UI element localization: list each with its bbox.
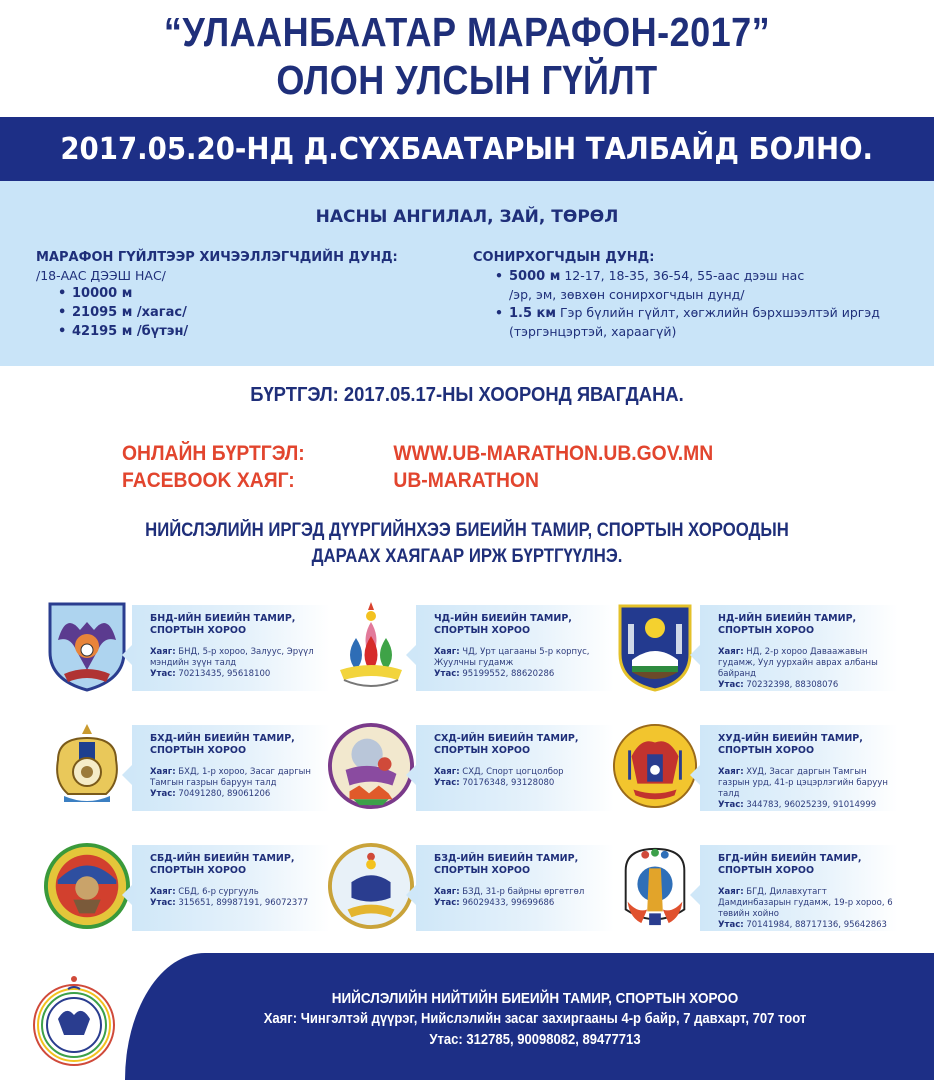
bgd-emblem-icon (612, 839, 698, 933)
committee-info: СХД-ИЙН БИЕИЙН ТАМИР, СПОРТЫН ХОРОО Хаяг: СХД, Спорт цогцолбор Утас: 70176348, 93128080 (416, 725, 614, 811)
committee-card-bhd (36, 715, 326, 820)
sbd-emblem-icon (44, 839, 130, 933)
committee-info: НД-ИЙН БИЕИЙН ТАМИР, СПОРТЫН ХОРОО Хаяг: НД, 2-р хороо Даваажавын гудамж, Уул уурхайн аврах албаны байранд Утас: 70232398, 88308076 (700, 605, 898, 691)
footer-title: НИЙСЛЭЛИЙН НИЙТИЙН БИЕИЙН ТАМИР, СПОРТЫН ХОРОО (331, 990, 739, 1007)
footer (0, 953, 934, 1080)
footer-contact (155, 988, 915, 1051)
amateur-category (473, 249, 880, 341)
online-label: ОНЛАЙН БҮРТГЭЛ: (122, 442, 305, 465)
title-line-1: “УЛААНБААТАР МАРАФОН-2017” (163, 9, 771, 55)
chd-emblem-icon (328, 599, 414, 693)
instructions: НИЙСЛЭЛИЙН ИРГЭД ДҮҮРГИЙНХЭЭ БИЕИЙН ТАМИР, СПОРТЫН ХОРООДЫН ДАРААХ ХАЯГААР ИРЖ БҮРТГҮҮЛНЭ. (145, 520, 789, 567)
marathon-distance-list (36, 284, 398, 341)
committee-card-nd (604, 595, 894, 700)
committee-info: БНД-ИЙН БИЕИЙН ТАМИР, СПОРТЫН ХОРОО Хаяг: БНД, 5-р хороо, Залуус, Эрүүл мэндийн зүүн талд Утас: 70213435, 95618100 (132, 605, 330, 691)
distance-item: • 10000 м (58, 284, 398, 303)
shd-emblem-icon (328, 719, 414, 813)
date-banner (0, 117, 934, 181)
nd-emblem-icon (612, 599, 698, 693)
committee-card-bzd (320, 835, 610, 940)
poster-title (0, 8, 934, 104)
footer-address: Хаяг: Чингэлтэй дүүрэг, Нийслэлийн засаг захиргааны 4-р байр, 7 давхарт, 707 тоот (263, 1011, 807, 1027)
website-link[interactable]: WWW.UB-MARATHON.UB.GOV.MN (393, 442, 714, 465)
marathon-category (36, 249, 398, 341)
distance-item: • 21095 м /хагас/ (58, 303, 398, 322)
online-registration (122, 440, 765, 494)
marathon-category-age: /18-ААС ДЭЭШ НАС/ (36, 268, 166, 283)
amateur-distance-list (473, 267, 880, 341)
facebook-link[interactable]: UB-MARATHON (393, 469, 539, 492)
committee-card-bgd (604, 835, 894, 940)
committee-card-sbd (36, 835, 326, 940)
date-banner-text: 2017.05.20-НД Д.СҮХБААТАРЫН ТАЛБАЙД БОЛНО. (60, 131, 874, 167)
committee-info: ЧД-ИЙН БИЕИЙН ТАМИР, СПОРТЫН ХОРОО Хаяг: ЧД, Урт цагааны 5-р корпус, Жуулчны гудамж Утас: 95199552, 88620286 (416, 605, 614, 691)
committee-card-bnd (36, 595, 326, 700)
committee-card-chd (320, 595, 610, 700)
categories-panel (0, 181, 934, 366)
title-line-2: ОЛОН УЛСЫН ГҮЙЛТ (276, 57, 658, 103)
amateur-category-title: СОНИРХОГЧДЫН ДУНД: (473, 250, 655, 265)
committee-card-hud (604, 715, 894, 820)
bhd-emblem-icon (44, 719, 130, 813)
committee-card-shd (320, 715, 610, 820)
committee-info: ХУД-ИЙН БИЕИЙН ТАМИР, СПОРТЫН ХОРОО Хаяг: ХУД, Засаг даргын Тамгын газрын урд, 41-р цэцэрлэгийн баруун талд Утас: 344783, 96025239, 91014999 (700, 725, 898, 811)
committee-info: БХД-ИЙН БИЕИЙН ТАМИР, СПОРТЫН ХОРОО Хаяг: БХД, 1-р хороо, Засаг даргын Тамгын газрын баруун талд Утас: 70491280, 89061206 (132, 725, 330, 811)
committee-info: БГД-ИЙН БИЕИЙН ТАМИР, СПОРТЫН ХОРОО Хаяг: БГД, Дилавхутагт Дамдинбазарын гудамж, 19-р хороо, 6 төвийн хойно Утас: 70141984, 88717136, 95642863 (700, 845, 898, 931)
distance-item: • 42195 м /бүтэн/ (58, 322, 398, 341)
facebook-label: FACEBOOK ХАЯГ: (122, 469, 295, 492)
hud-emblem-icon (612, 719, 698, 813)
distance-item: • 5000 м 12-17, 18-35, 36-54, 55-аас дээш нас /эр, эм, зөвхөн сонирхогчдын дунд/ (495, 267, 880, 304)
bzd-emblem-icon (328, 839, 414, 933)
footer-phone: Утас: 312785, 90098082, 89477713 (429, 1032, 641, 1048)
categories-heading: НАСНЫ АНГИЛАЛ, ЗАЙ, ТӨРӨЛ (315, 207, 619, 227)
marathon-category-title: МАРАФОН ГҮЙЛТЭЭР ХИЧЭЭЛЛЭГЧДИЙН ДУНД: (36, 250, 398, 265)
city-sports-committee-emblem-icon (18, 969, 130, 1069)
distance-item: • 1.5 км Гэр бүлийн гүйлт, хөгжлийн бэрхшээлтэй иргэд (тэргэнцэртэй, хараагүй) (495, 304, 880, 341)
bnd-emblem-icon (44, 599, 130, 693)
committee-info: БЗД-ИЙН БИЕИЙН ТАМИР, СПОРТЫН ХОРОО Хаяг: БЗД, 31-р байрны өргөтгөл Утас: 96029433, 99699686 (416, 845, 614, 931)
registration-deadline: БҮРТГЭЛ: 2017.05.17-НЫ ХООРОНД ЯВАГДАНА. (250, 384, 684, 406)
committee-info: СБД-ИЙН БИЕИЙН ТАМИР, СПОРТЫН ХОРОО Хаяг: СБД, 6-р сургууль Утас: 315651, 89987191, 96072377 (132, 845, 330, 931)
